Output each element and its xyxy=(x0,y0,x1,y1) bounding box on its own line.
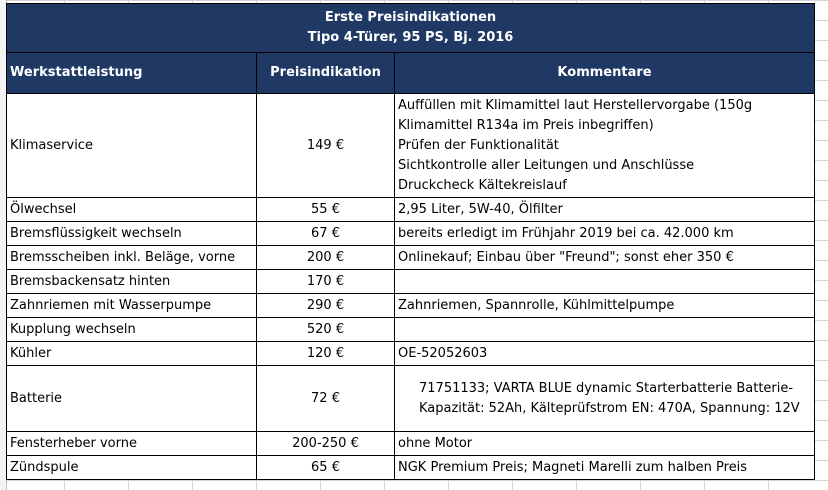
price-cell[interactable]: 72 € xyxy=(257,366,395,432)
table-title[interactable] xyxy=(7,4,815,53)
title-line-1: Erste Preisindikationen xyxy=(324,10,497,25)
comment-cell[interactable] xyxy=(395,318,815,342)
comment-cell[interactable]: 2,95 Liter, 5W-40, Ölfilter xyxy=(395,198,815,222)
service-cell[interactable]: Bremsflüssigkeit wechseln xyxy=(7,222,257,246)
service-cell[interactable]: Bremsbackensatz hinten xyxy=(7,270,257,294)
comment-cell[interactable] xyxy=(395,94,815,198)
table-row xyxy=(7,456,815,480)
service-cell[interactable]: Fensterheber vorne xyxy=(7,432,257,456)
comment-cell[interactable]: NGK Premium Preis; Magneti Marelli zum halben Preis xyxy=(395,456,815,480)
comment-line: Auffüllen mit Klimamittel laut Herstellervorgabe (150g xyxy=(398,97,753,113)
service-cell[interactable]: Kühler xyxy=(7,342,257,366)
price-cell[interactable]: 290 € xyxy=(257,294,395,318)
comment-line: Prüfen der Funktionalität xyxy=(398,137,559,153)
table-row xyxy=(7,294,815,318)
title-line-2: Tipo 4-Türer, 95 PS, Bj. 2016 xyxy=(307,30,514,45)
service-cell[interactable]: Kupplung wechseln xyxy=(7,318,257,342)
comment-cell[interactable]: ohne Motor xyxy=(395,432,815,456)
comment-cell[interactable]: OE-52052603 xyxy=(395,342,815,366)
table-row xyxy=(7,318,815,342)
price-cell[interactable]: 55 € xyxy=(257,198,395,222)
comment-cell[interactable]: Zahnriemen, Spannrolle, Kühlmittelpumpe xyxy=(395,294,815,318)
price-cell[interactable]: 65 € xyxy=(257,456,395,480)
price-cell[interactable]: 149 € xyxy=(257,94,395,198)
table-row xyxy=(7,270,815,294)
price-cell[interactable]: 170 € xyxy=(257,270,395,294)
comment-line: Sichtkontrolle aller Leitungen und Anschlüsse xyxy=(398,157,695,173)
comment-cell[interactable]: bereits erledigt im Frühjahr 2019 bei ca. 42.000 km xyxy=(395,222,815,246)
column-header-price[interactable]: Preisindikation xyxy=(257,53,395,94)
table-row xyxy=(7,246,815,270)
price-cell[interactable]: 200 € xyxy=(257,246,395,270)
table-row xyxy=(7,432,815,456)
comment-line: Kapazität: 52Ah, Kälteprüfstrom EN: 470A, Spannung: 12V xyxy=(419,400,800,416)
comment-cell[interactable] xyxy=(395,270,815,294)
table-row xyxy=(7,198,815,222)
table-row xyxy=(7,94,815,198)
price-cell[interactable]: 200-250 € xyxy=(257,432,395,456)
column-header-comment[interactable]: Kommentare xyxy=(395,53,815,94)
price-cell[interactable]: 520 € xyxy=(257,318,395,342)
comment-cell[interactable] xyxy=(395,366,815,432)
comment-line: Klimamittel R134a im Preis inbegriffen) xyxy=(398,117,654,133)
service-cell[interactable]: Zündspule xyxy=(7,456,257,480)
table-row xyxy=(7,366,815,432)
comment-cell[interactable]: Onlinekauf; Einbau über "Freund"; sonst eher 350 € xyxy=(395,246,815,270)
service-cell[interactable]: Bremsscheiben inkl. Beläge, vorne xyxy=(7,246,257,270)
service-cell[interactable]: Klimaservice xyxy=(7,94,257,198)
service-cell[interactable]: Ölwechsel xyxy=(7,198,257,222)
price-cell[interactable]: 67 € xyxy=(257,222,395,246)
price-cell[interactable]: 120 € xyxy=(257,342,395,366)
table-row xyxy=(7,222,815,246)
table-row xyxy=(7,342,815,366)
price-table xyxy=(6,3,815,480)
column-header-service[interactable]: Werkstattleistung xyxy=(7,53,257,94)
comment-line: Druckcheck Kältekreislauf xyxy=(398,177,567,193)
service-cell[interactable]: Batterie xyxy=(7,366,257,432)
service-cell[interactable]: Zahnriemen mit Wasserpumpe xyxy=(7,294,257,318)
comment-line: 71751133; VARTA BLUE dynamic Starterbatterie Batterie- xyxy=(419,380,794,396)
